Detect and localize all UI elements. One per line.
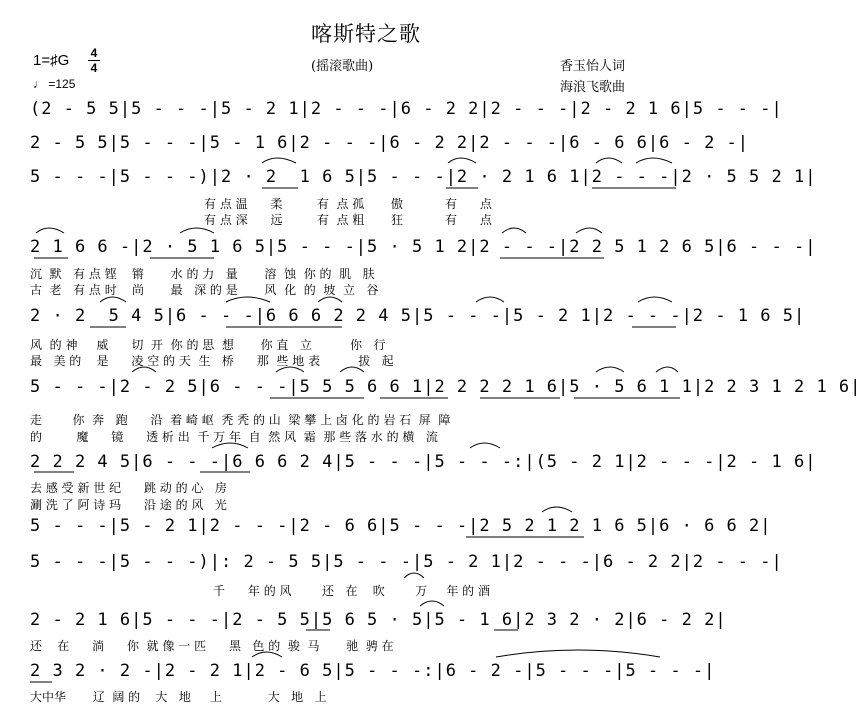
lyric-line-8: 的 魔 镜 透 析 出 千 万 年 自 然 风 霜 那 些 落 水 的 横 流 — [30, 430, 438, 444]
music-line-3: 5 - - -|5 - - -)|2 · 2 1 6 5|5 - - -|2 · 2 1 6 1|2 - - -|2 · 5 5 2 1| — [30, 167, 817, 187]
lyric-line-13: 大中华 辽 阔 的 大 地 上 大 地 上 — [30, 690, 327, 704]
lyric-line-7: 走 你 奔 跑 沿 着 崎 岖 秃 秃 的 山 梁 攀 上 卤 化 的 岩 石 屏 障 — [30, 413, 451, 427]
lyric-line-11: 千 年 的 风 还 在 吹 万 年 的 酒 — [213, 584, 490, 598]
slur — [596, 158, 622, 163]
slur — [476, 297, 504, 302]
lyric-line-1: 有 点 温 柔 有 点 孤 傲 有 点 — [204, 197, 492, 211]
time-signature — [88, 47, 100, 74]
lyric-line-6: 最 美 的 是 凌 空 的 天 生 桥 那 些 地 表 拔 起 — [30, 354, 394, 368]
lyric-line-2: 有 点 深 远 有 点 粗 狂 有 点 — [204, 213, 492, 227]
slur — [470, 443, 500, 448]
lyric-line-3: 沉 默 有 点 铿 锵 水 的 力 量 溶 蚀 你 的 肌 肤 — [30, 267, 375, 281]
composer-credit: 海浪飞歌曲 — [560, 80, 626, 95]
slur — [576, 228, 602, 233]
slur — [404, 573, 424, 578]
slur — [496, 650, 660, 657]
lyric-line-12: 还 在 淌 你 就 像 一 匹 黑 色 的 骏 马 驰 骋 在 — [30, 639, 394, 653]
music-line-4: 2 1 6 6 -|2 · 5 1 6 5|5 - - -|5 · 5 1 2|2 - - -|2 2 5 1 2 6 5|6 - - -| — [30, 237, 817, 257]
music-line-1: (2 - 5 5|5 - - -|5 - 2 1|2 - - -|6 - 2 2|2 - - -|2 - 2 1 6|5 - - -| — [30, 99, 783, 119]
slur — [262, 158, 296, 163]
lyric-line-10: 涮 洗 了 阿 诗 玛 沿 途 的 风 光 — [30, 498, 227, 512]
slur — [542, 507, 572, 512]
music-line-10: 2 - 2 1 6|5 - - -|2 - 5 5|5 6 5 · 5|5 - 1 6|2 3 2 · 2|6 - 2 2| — [30, 610, 727, 630]
tempo-marking: ♩ =125 — [33, 77, 76, 91]
slur — [420, 601, 444, 606]
music-line-11: 2 3 2 · 2 -|2 - 2 1|2 - 6 5|5 - - -:|6 - 2 -|5 - - -|5 - - -| — [30, 661, 716, 681]
key-signature: 1=♯G — [33, 52, 70, 69]
time-signature-bottom: 4 — [90, 61, 98, 75]
lyric-line-9: 去 感 受 新 世 纪 跳 动 的 心 房 — [30, 481, 227, 495]
lyric-line-4: 古 老 有 点 时 尚 最 深 的 是 风 化 的 坡 立 谷 — [30, 283, 379, 297]
time-signature-top: 4 — [90, 46, 98, 60]
slur — [636, 158, 672, 163]
slur — [596, 367, 624, 372]
slur — [180, 228, 214, 233]
slur — [502, 228, 526, 233]
lyricist-credit: 香玉怡人词 — [560, 59, 626, 74]
music-line-2: 2 - 5 5|5 - - -|5 - 1 6|2 - - -|6 - 2 2|2 - - -|6 - 6 6|6 - 2 -| — [30, 133, 750, 153]
music-line-5: 2 · 2 5 4 5|6 - - -|6 6 6 2 2 4 5|5 - - -|5 - 2 1|2 - - -|2 - 1 6 5| — [30, 306, 806, 326]
music-line-7: 2 2 2 4 5|6 - - -|6 6 6 2 4|5 - - -|5 - - -:|(5 - 2 1|2 - - -|2 - 1 6| — [30, 452, 817, 472]
music-line-8: 5 - - -|5 - 2 1|2 - - -|2 - 6 6|5 - - -|2 5 2 1 2 1 6 5|6 · 6 6 2| — [30, 516, 772, 536]
song-title: 喀斯特之歌 — [311, 22, 421, 46]
slur — [36, 228, 64, 233]
music-line-9: 5 - - -|5 - - -)|: 2 - 5 5|5 - - -|5 - 2 1|2 - - -|6 - 2 2|2 - - -| — [30, 552, 783, 572]
slur — [448, 158, 476, 163]
slur — [656, 367, 678, 372]
slur — [638, 297, 672, 302]
music-line-6: 5 - - -|2 - 2 5|6 - - -|5 5 5 6 6 1|2 2 2 2 1 6|5 · 5 6 1 1|2 2 3 1 2 1 6| — [30, 377, 861, 397]
song-style: (摇滚歌曲) — [311, 59, 374, 74]
lyric-line-5: 风 的 神 威 切 开 你 的 思 想 你 直 立 你 行 — [30, 338, 386, 352]
